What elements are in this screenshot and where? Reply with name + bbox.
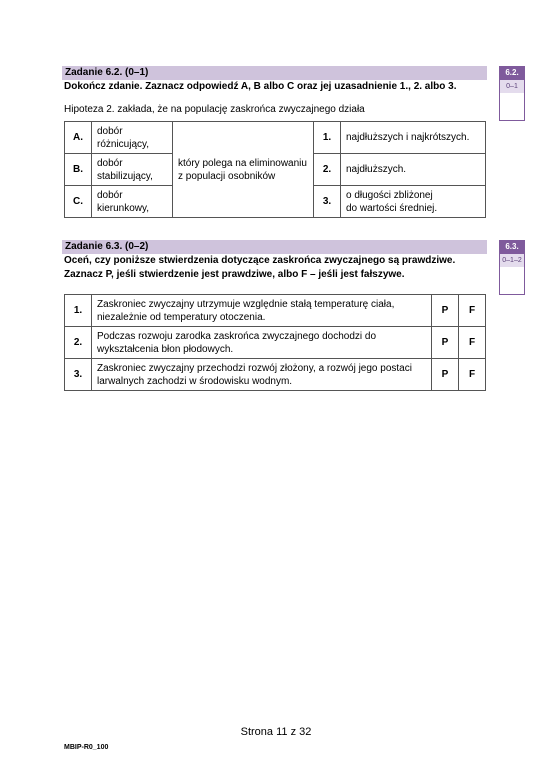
middle-connector [173, 122, 314, 218]
task-6-3-header: Zadanie 6.3. (0–2) [62, 240, 487, 254]
reason-3-line1: o długości zbliżonej [346, 189, 433, 201]
reason-1-number[interactable]: 1. [314, 122, 341, 154]
task-6-3-score-box [499, 240, 525, 295]
task-6-3-instruction-1: Oceń, czy poniższe stwierdzenia dotyczące zaskrońca zwyczajnego są prawdziwe. [64, 255, 456, 266]
reason-3-text [341, 186, 486, 218]
middle-line2: z populacji osobników [178, 170, 276, 182]
option-c-line1: dobór [97, 189, 123, 201]
statement-3-line1: Zaskroniec zwyczajny przechodzi rozwój złożony, a rozwój jego postaci [97, 362, 412, 374]
reason-2-number[interactable]: 2. [314, 154, 341, 186]
statement-2-number: 2. [65, 327, 92, 359]
statement-row [65, 327, 486, 359]
statement-3-text [92, 359, 432, 391]
option-b-letter[interactable]: B. [65, 154, 92, 186]
option-a-line2: różnicujący, [97, 138, 150, 150]
option-a-letter[interactable]: A. [65, 122, 92, 154]
statement-3-false-option[interactable]: F [459, 359, 486, 391]
statement-1-line1: Zaskroniec zwyczajny utrzymuje względnie stałą temperaturę ciała, [97, 298, 395, 310]
task-6-2-side-number: 6.2. [499, 66, 525, 80]
task-6-2-hypothesis: Hipoteza 2. zakłada, że na populację zaskrońca zwyczajnego działa [64, 104, 365, 115]
statement-2-false-option[interactable]: F [459, 327, 486, 359]
statement-row [65, 359, 486, 391]
statement-1-false-option[interactable]: F [459, 295, 486, 327]
statement-1-true-option[interactable]: P [432, 295, 459, 327]
statement-row [65, 295, 486, 327]
task-6-3-table [64, 294, 486, 391]
option-b-line2: stabilizujący, [97, 170, 153, 182]
option-a-text [92, 122, 173, 154]
option-c-letter[interactable]: C. [65, 186, 92, 218]
statement-2-line1: Podczas rozwoju zarodka zaskrońca zwyczajnego dochodzi do [97, 330, 377, 342]
middle-line1: który polega na eliminowaniu [178, 157, 307, 169]
reason-3-line2: do wartości średniej. [346, 202, 438, 214]
statement-3-line2: larwalnych zachodzi w środowisku wodnym. [97, 375, 293, 387]
reason-1-text [341, 122, 486, 154]
document-code: MBIP-R0_100 [64, 744, 109, 751]
statement-2-text [92, 327, 432, 359]
statement-2-line2: wykształcenia błon płodowych. [97, 343, 234, 355]
task-6-2-score-box [499, 66, 525, 121]
option-b-line1: dobór [97, 157, 123, 169]
option-a-line1: dobór [97, 125, 123, 137]
task-6-2-score-field[interactable] [499, 93, 525, 121]
statement-1-number: 1. [65, 295, 92, 327]
task-6-3-score-field[interactable] [499, 267, 525, 295]
reason-2-text [341, 154, 486, 186]
option-c-text [92, 186, 173, 218]
task-6-2-instruction: Dokończ zdanie. Zaznacz odpowiedź A, B albo C oraz jej uzasadnienie 1., 2. albo 3. [64, 81, 457, 92]
statement-2-true-option[interactable]: P [432, 327, 459, 359]
reason-3-number[interactable]: 3. [314, 186, 341, 218]
task-6-3-side-points: 0–1–2 [499, 254, 525, 267]
task-6-3-instruction-2: Zaznacz P, jeśli stwierdzenie jest prawdziwe, albo F – jeśli jest fałszywe. [64, 269, 405, 280]
task-6-2-side-points: 0–1 [499, 80, 525, 93]
task-6-2-table [64, 121, 486, 218]
statement-3-number: 3. [65, 359, 92, 391]
page-number: Strona 11 z 32 [240, 726, 312, 738]
statement-3-true-option[interactable]: P [432, 359, 459, 391]
statement-1-text [92, 295, 432, 327]
option-b-text [92, 154, 173, 186]
statement-1-line2: niezależnie od temperatury otoczenia. [97, 311, 266, 323]
reason-1-line1: najdłuższych i najkrótszych. [346, 132, 470, 143]
reason-2-line1: najdłuższych. [346, 164, 407, 175]
task-6-3-side-number: 6.3. [499, 240, 525, 254]
option-c-line2: kierunkowy, [97, 202, 150, 214]
task-6-2-header: Zadanie 6.2. (0–1) [62, 66, 487, 80]
